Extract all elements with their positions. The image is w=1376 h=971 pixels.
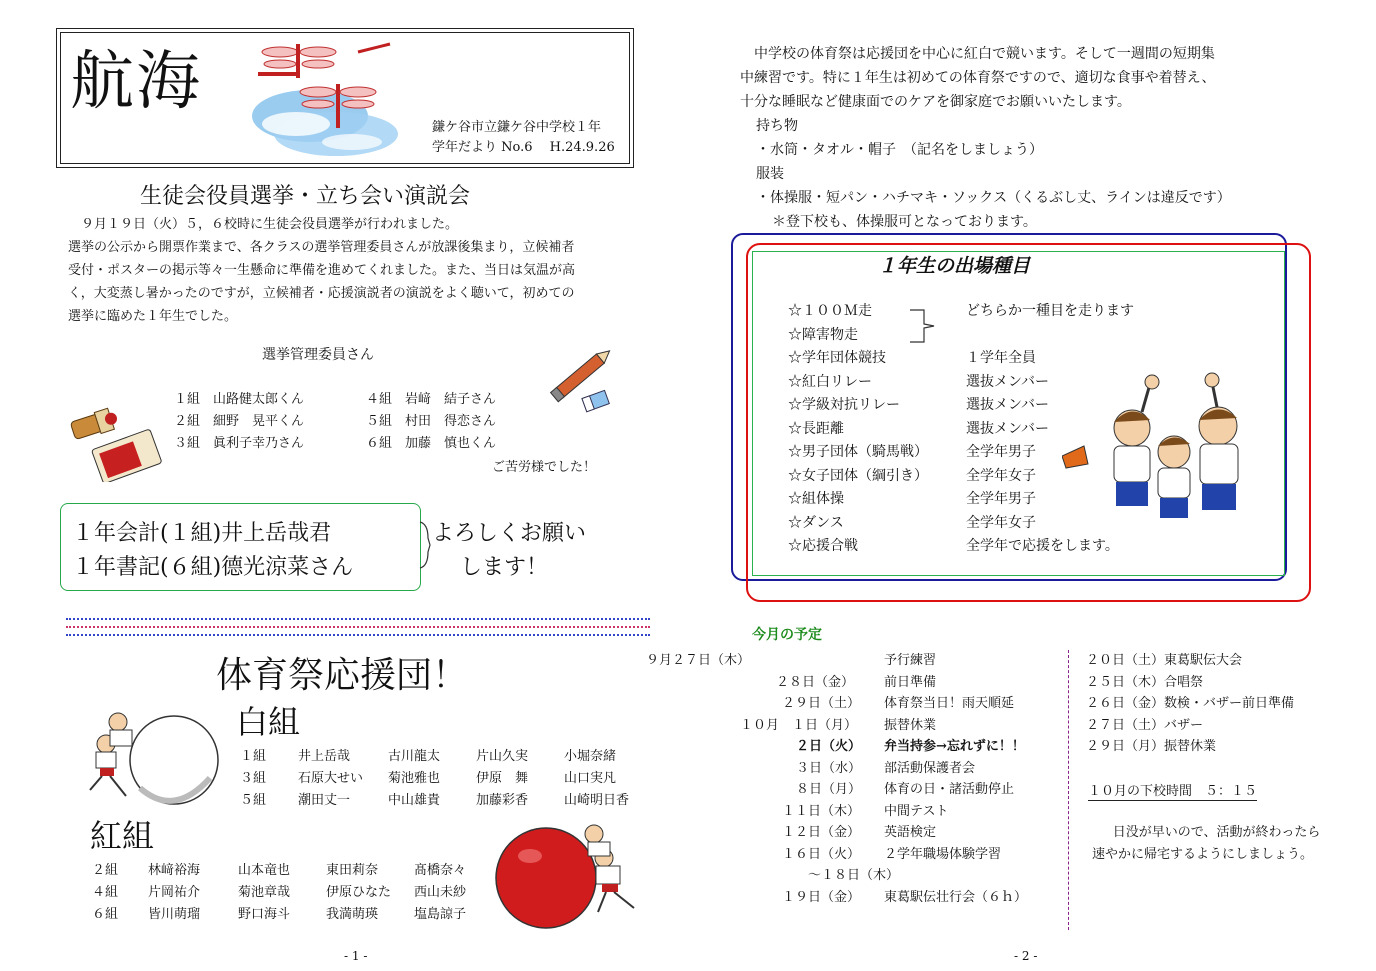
event-name: ☆障害物走 — [788, 326, 858, 343]
member-name: 菊池雅也 — [388, 771, 441, 786]
event-note: 選抜メンバー — [966, 397, 1050, 413]
event-name: ☆組体操 — [788, 491, 844, 507]
school-name: 鎌ケ谷市立鎌ケ谷中学校１年 — [432, 120, 602, 135]
schedule-event: 弁当持参→忘れずに！！ — [884, 739, 1025, 754]
member-name: 片岡祐介 — [148, 885, 201, 900]
class-label: ２組 — [174, 414, 201, 429]
committee-title: 選挙管理委員さん — [262, 347, 374, 363]
event-name: ☆女子団体（綱引き） — [788, 467, 928, 484]
schedule-title: 今月の予定 — [752, 627, 822, 643]
committee-member — [174, 389, 304, 411]
event-note: どちらか一種目を走ります — [966, 303, 1134, 319]
schedule-event: 英語検定 — [884, 825, 937, 840]
committee-member — [174, 411, 304, 433]
divider-line — [66, 634, 650, 636]
election-body-line: 選挙の公示から開票作業まで、各クラスの選挙管理委員さんが放課後集まり，立候補者 — [68, 240, 575, 255]
class-label: ４組 — [366, 392, 393, 407]
sunset-note: 日没が早いので、活動が終わったら速やかに帰宅するようにしましょう。 — [1092, 825, 1321, 862]
committee-member — [366, 433, 496, 455]
intro-line: 中練習です。特に１年生は初めての体育祭ですので、適切な食事や着替え、 — [740, 70, 1216, 86]
class-label: １組 — [240, 749, 267, 764]
event-name: ☆１００Ｍ走 — [788, 303, 872, 319]
schedule-date: ３日（水） — [796, 761, 862, 776]
class-label: ６組 — [92, 907, 119, 922]
schedule-date: ９月２７日（木） — [645, 653, 750, 668]
member-name: 山崎明日香 — [564, 793, 630, 808]
officer-accounting: １年会計(１組)井上岳哉君 — [72, 521, 332, 546]
thanks-text: ご苦労様でした！ — [492, 460, 597, 475]
intro-line: 中学校の体育祭は応援団を中心に紅白で競います。そして一週間の短期集 — [740, 46, 1215, 62]
election-body-line: ９月１９日（火）５，６校時に生徒会役員選挙が行われました。 — [68, 217, 459, 232]
cheer-title: 体育祭応援団！ — [216, 655, 469, 696]
schedule-date: ８日（月） — [796, 782, 862, 797]
divider-line — [66, 618, 650, 620]
clothing-note: ＊登下校も、体操服可となっております。 — [772, 214, 1037, 230]
member-name: 中山雄貴 — [388, 793, 441, 808]
member-name: 髙橋奈々 — [414, 863, 467, 878]
member-name: 皆川萌瑠 — [148, 907, 201, 922]
schedule-date: １２日（金） — [782, 825, 861, 840]
member-name: 石原大せい — [298, 771, 364, 786]
member-name: 野口海斗 — [238, 907, 291, 922]
member-name: 潮田丈一 — [298, 793, 351, 808]
member-name: 眞利子幸乃さん — [213, 436, 305, 451]
leave-time: １０月の下校時間 ５：１５ — [1088, 780, 1257, 801]
schedule-date: １１日（木） — [782, 804, 861, 819]
event-note: 全学年女子 — [966, 467, 1036, 484]
event-note: １学年全員 — [966, 350, 1036, 366]
member-name: 菊池章哉 — [238, 885, 291, 900]
election-title: 生徒会役員選挙・立ち会い演説会 — [140, 184, 471, 209]
schedule-item: ２９日（月）振替休業 — [1086, 739, 1217, 754]
stamp-illustration — [68, 402, 168, 482]
member-name: 林﨑裕海 — [148, 863, 201, 878]
events-title: １年生の出場種目 — [878, 255, 1031, 277]
member-name: 山口実凡 — [564, 771, 617, 786]
page-number-left: - 1 - — [344, 949, 368, 963]
election-body — [68, 213, 654, 328]
class-label: ３組 — [240, 771, 267, 786]
member-name: 伊原 舞 — [476, 771, 529, 786]
event-note: 選抜メンバー — [966, 373, 1050, 390]
schedule-item: ２０日（土）東葛駅伝大会 — [1086, 653, 1243, 668]
event-name: ☆ダンス — [788, 514, 844, 531]
event-note: 全学年男子 — [966, 444, 1036, 460]
red-team-title: 紅組 — [90, 817, 155, 855]
event-name: ☆男子団体（騎馬戦） — [788, 444, 928, 460]
schedule-event: 体育の日・諸活動停止 — [884, 782, 1015, 797]
member-name: 村田 得恋さん — [405, 414, 497, 429]
committee-member — [366, 389, 496, 411]
greeting-line-1: よろしくお願い — [432, 521, 587, 546]
divider-line — [66, 626, 650, 628]
member-name: 東田莉奈 — [326, 863, 379, 878]
event-note: 全学年女子 — [966, 514, 1036, 531]
schedule-date: １６日（火） — [782, 847, 861, 862]
member-name: 我満萌瑛 — [326, 907, 379, 922]
member-name: 伊原ひなた — [326, 885, 392, 900]
schedule-event: 中間テスト — [884, 804, 949, 819]
election-body-line: 受付・ポスターの掲示等々一生懸命に準備を進めてくれました。また、当日は気温が高 — [68, 263, 576, 278]
sports-day-intro — [740, 42, 1332, 234]
page-number-right: - 2 - — [1014, 949, 1038, 963]
class-label: ３組 — [174, 436, 201, 451]
intro-line: 十分な睡眠など健康面でのケアを御家庭でお願いいたします。 — [740, 94, 1131, 110]
schedule-event: ２学年職場体験学習 — [884, 847, 1002, 862]
member-name: 片山久実 — [476, 749, 529, 764]
class-label: ６組 — [366, 436, 393, 451]
pencil-illustration — [546, 344, 618, 414]
items-text: ・水筒・タオル・帽子 （記名をしましょう） — [756, 142, 1043, 158]
officer-secretary: １年書記(６組)德光涼菜さん — [72, 555, 354, 580]
class-label: ５組 — [366, 414, 393, 429]
class-label: ２組 — [92, 863, 119, 878]
member-name: 西山未紗 — [414, 885, 467, 900]
event-note: 選抜メンバー — [966, 420, 1050, 437]
event-note: 全学年男子 — [966, 491, 1036, 507]
member-name: 加藤彩香 — [476, 793, 529, 808]
schedule-date: ～１８日（木） — [808, 868, 900, 883]
committee-member — [366, 411, 496, 433]
schedule-item: ２７日（土）バザー — [1086, 718, 1204, 733]
schedule-event: 予行練習 — [884, 653, 937, 668]
schedule-divider — [1068, 650, 1069, 930]
greeting-line-2: します！ — [460, 555, 549, 580]
event-name: ☆応援合戦 — [788, 538, 858, 554]
clothing-text: ・体操服・短パン・ハチマキ・ソックス（くるぶし丈、ラインは違反です） — [756, 190, 1231, 206]
dragonfly-illustration — [240, 38, 416, 164]
committee-member — [174, 433, 304, 455]
schedule-date: ２８日（金） — [775, 675, 854, 690]
clothing-label: 服装 — [756, 166, 784, 182]
items-label: 持ち物 — [756, 118, 798, 134]
schedule-event: 東葛駅伝壮行会（６ｈ） — [884, 890, 1028, 905]
member-name: 山路健太郎くん — [213, 392, 305, 407]
bracket-mark — [906, 308, 936, 344]
class-label: ５組 — [240, 793, 267, 808]
event-name: ☆紅白リレー — [788, 373, 872, 390]
election-body-line: く，大変蒸し暑かったのですが，立候補者・応援演説者の演説をよく聴いて，初めての — [68, 286, 575, 301]
member-name: 山本竜也 — [238, 863, 291, 878]
schedule-item: ２５日（木）合唱祭 — [1086, 675, 1204, 690]
election-body-line: 選挙に臨めた１年生でした。 — [68, 309, 238, 324]
schedule-event: 振替休業 — [884, 718, 937, 733]
schedule-date: １０月 １日（月） — [740, 718, 858, 733]
class-label: ４組 — [92, 885, 119, 900]
issue-info: 学年だより No.6 H.24.9.26 — [432, 140, 615, 155]
schedule-date: ２９日（土） — [782, 696, 861, 711]
schedule-date: １９日（金） — [782, 890, 861, 905]
bracket-mark — [418, 520, 432, 570]
member-name: 岩﨑 結子さん — [405, 392, 497, 407]
event-note: 全学年で応援をします。 — [966, 538, 1119, 554]
event-name: ☆学年団体競技 — [788, 350, 886, 366]
schedule-event: 前日準備 — [884, 675, 937, 690]
schedule-event: 体育祭当日！雨天順延 — [884, 696, 1015, 711]
schedule-date: ２日（火） — [796, 739, 862, 754]
event-name: ☆長距離 — [788, 420, 844, 437]
cheering-students-illustration — [1062, 372, 1262, 522]
newsletter-title: 航海 — [70, 45, 202, 119]
member-name: 加藤 慎也くん — [405, 436, 497, 451]
white-team-title: 白組 — [236, 703, 301, 741]
event-name: ☆学級対抗リレー — [788, 397, 900, 413]
member-name: 古川龍太 — [388, 749, 441, 764]
member-name: 塩島諒子 — [414, 907, 467, 922]
white-ball-illustration — [70, 708, 220, 814]
member-name: 井上岳哉 — [298, 749, 351, 764]
red-ball-illustration — [494, 820, 642, 936]
member-name: 細野 晃平くん — [213, 414, 305, 429]
class-label: １組 — [174, 392, 201, 407]
member-name: 小堀奈緒 — [564, 749, 617, 764]
schedule-item: ２６日（金）数検・バザー前日準備 — [1086, 696, 1295, 711]
schedule-event: 部活動保護者会 — [884, 761, 976, 776]
